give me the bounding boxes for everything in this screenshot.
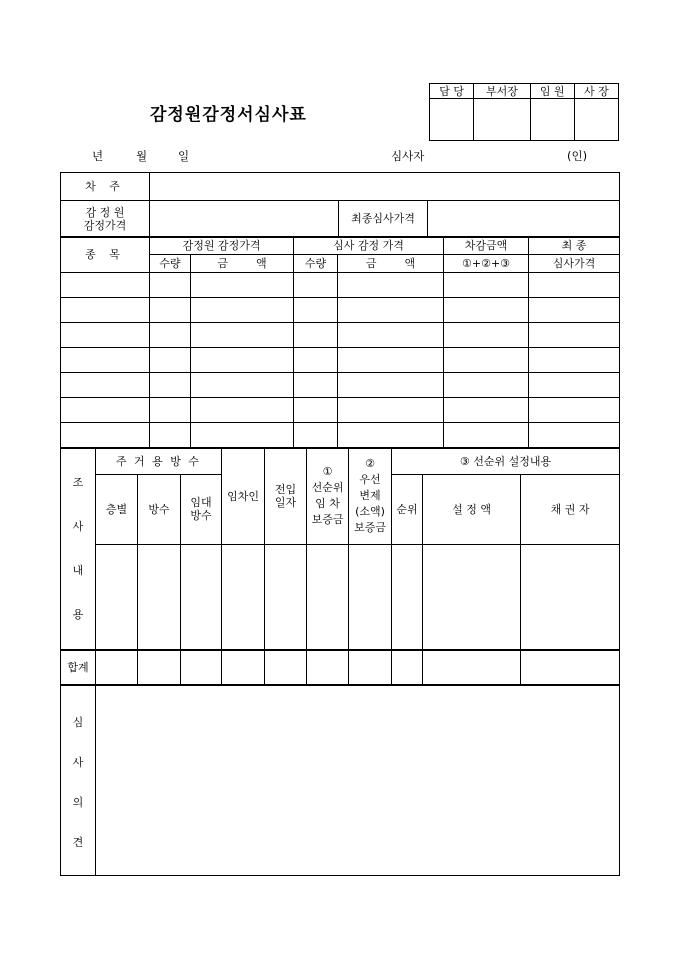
survey-cell[interactable] bbox=[423, 544, 521, 650]
opinion-char: 심 bbox=[72, 715, 84, 729]
item-cell[interactable] bbox=[61, 397, 150, 422]
priority-deposit-header bbox=[349, 448, 392, 544]
side-char: 용 bbox=[72, 608, 84, 621]
item-cell[interactable] bbox=[191, 297, 294, 322]
table-row bbox=[61, 422, 620, 447]
survey-cell[interactable] bbox=[96, 544, 138, 650]
header-table bbox=[60, 172, 620, 237]
survey-cell[interactable] bbox=[307, 544, 349, 650]
item-cell[interactable] bbox=[150, 322, 191, 347]
rooms-header: 방수 bbox=[138, 474, 181, 544]
table-row bbox=[61, 272, 620, 297]
rank-header: 순위 bbox=[392, 474, 423, 544]
item-cell[interactable] bbox=[529, 397, 620, 422]
approval-box bbox=[429, 83, 619, 141]
movein-date-header bbox=[265, 448, 307, 544]
approval-executive: 임 원 bbox=[530, 84, 574, 99]
item-cell[interactable] bbox=[150, 372, 191, 397]
item-cell[interactable] bbox=[294, 347, 338, 372]
item-cell[interactable] bbox=[150, 272, 191, 297]
table-row bbox=[61, 544, 620, 650]
survey-table bbox=[60, 447, 620, 685]
item-cell[interactable] bbox=[444, 322, 529, 347]
total-cell[interactable] bbox=[521, 650, 620, 684]
survey-cell[interactable] bbox=[138, 544, 181, 650]
total-cell[interactable] bbox=[96, 650, 138, 684]
approval-sign-cell[interactable] bbox=[474, 99, 530, 141]
appraisal-label bbox=[61, 201, 150, 237]
c2-line3: (소액) bbox=[355, 505, 385, 519]
lease-rooms-line1: 임대 bbox=[190, 496, 212, 509]
reviewer-label: 심사자 bbox=[391, 149, 425, 163]
type-header: 종 목 bbox=[61, 237, 150, 272]
final-header-1: 최 종 bbox=[529, 237, 620, 254]
opinion-table bbox=[60, 685, 620, 876]
item-cell[interactable] bbox=[529, 347, 620, 372]
borrower-label: 차 주 bbox=[61, 173, 150, 201]
item-cell[interactable] bbox=[338, 372, 444, 397]
item-cell[interactable] bbox=[444, 422, 529, 447]
review-amount-header bbox=[338, 254, 444, 272]
creditor-header: 채 권 자 bbox=[521, 474, 620, 544]
opinion-char: 의 bbox=[72, 795, 84, 809]
survey-side-label bbox=[61, 448, 96, 650]
table-row bbox=[61, 297, 620, 322]
approval-sign-cell[interactable] bbox=[430, 99, 474, 141]
survey-cell[interactable] bbox=[521, 544, 620, 650]
item-cell[interactable] bbox=[529, 372, 620, 397]
final-review-price-field[interactable] bbox=[428, 201, 620, 237]
diff-formula-header: ①+②+③ bbox=[444, 254, 529, 272]
item-cell[interactable] bbox=[61, 422, 150, 447]
seal-label: (인) bbox=[567, 149, 588, 163]
lease-rooms-line2: 방수 bbox=[190, 509, 212, 522]
total-cell[interactable] bbox=[392, 650, 423, 684]
c2-line1: 우선 bbox=[359, 473, 381, 487]
agency-qty-header: 수량 bbox=[150, 254, 191, 272]
total-row bbox=[61, 650, 620, 684]
total-label: 합계 bbox=[61, 650, 96, 684]
total-cell[interactable] bbox=[265, 650, 307, 684]
item-cell[interactable] bbox=[338, 347, 444, 372]
item-cell[interactable] bbox=[338, 422, 444, 447]
appraisal-label-line2: 감정가격 bbox=[83, 218, 127, 232]
residential-rooms-header: 주 거 용 방 수 bbox=[96, 448, 222, 474]
item-cell[interactable] bbox=[529, 272, 620, 297]
date-year: 년 bbox=[92, 149, 104, 163]
movein-line2: 일자 bbox=[274, 496, 297, 510]
item-cell[interactable] bbox=[294, 397, 338, 422]
approval-sign-cell[interactable] bbox=[530, 99, 574, 141]
table-row bbox=[61, 397, 620, 422]
set-amount-header: 설 정 액 bbox=[423, 474, 521, 544]
total-cell[interactable] bbox=[423, 650, 521, 684]
approval-staff: 담 당 bbox=[430, 84, 474, 99]
survey-cell[interactable] bbox=[181, 544, 222, 650]
table-row bbox=[61, 372, 620, 397]
table-row bbox=[61, 322, 620, 347]
amount-char-2: 액 bbox=[404, 256, 416, 270]
item-cell[interactable] bbox=[529, 297, 620, 322]
amount-char-1: 금 bbox=[365, 256, 377, 270]
item-cell[interactable] bbox=[338, 297, 444, 322]
agency-amount-header bbox=[191, 254, 294, 272]
item-cell[interactable] bbox=[191, 272, 294, 297]
items-table bbox=[60, 236, 620, 448]
side-char: 조 bbox=[72, 476, 84, 489]
opinion-char: 사 bbox=[72, 755, 84, 769]
item-cell[interactable] bbox=[294, 422, 338, 447]
total-cell[interactable] bbox=[138, 650, 181, 684]
item-cell[interactable] bbox=[150, 397, 191, 422]
c1-line1: 선순위 bbox=[311, 481, 344, 495]
survey-cell[interactable] bbox=[349, 544, 392, 650]
item-cell[interactable] bbox=[191, 397, 294, 422]
item-cell[interactable] bbox=[294, 297, 338, 322]
diff-amount-header: 차감금액 bbox=[444, 237, 529, 254]
item-cell[interactable] bbox=[191, 422, 294, 447]
total-cell[interactable] bbox=[349, 650, 392, 684]
opinion-label bbox=[61, 686, 96, 876]
item-cell[interactable] bbox=[150, 297, 191, 322]
item-cell[interactable] bbox=[294, 372, 338, 397]
item-cell[interactable] bbox=[150, 347, 191, 372]
item-cell[interactable] bbox=[529, 322, 620, 347]
borrower-field[interactable] bbox=[150, 173, 620, 201]
opinion-field[interactable] bbox=[96, 686, 620, 876]
item-cell[interactable] bbox=[444, 272, 529, 297]
survey-cell[interactable] bbox=[222, 544, 265, 650]
item-cell[interactable] bbox=[294, 272, 338, 297]
c2-line4: 보증금 bbox=[354, 521, 386, 535]
side-char: 사 bbox=[72, 520, 84, 533]
lease-rooms-header bbox=[181, 474, 222, 544]
item-cell[interactable] bbox=[444, 297, 529, 322]
item-cell[interactable] bbox=[61, 322, 150, 347]
floor-header: 층별 bbox=[96, 474, 138, 544]
item-cell[interactable] bbox=[338, 397, 444, 422]
item-cell[interactable] bbox=[294, 322, 338, 347]
opinion-char: 견 bbox=[72, 835, 84, 849]
c2-line2: 변제 bbox=[359, 489, 381, 503]
item-cell[interactable] bbox=[150, 422, 191, 447]
total-cell[interactable] bbox=[222, 650, 265, 684]
review-qty-header: 수량 bbox=[294, 254, 338, 272]
item-cell[interactable] bbox=[338, 322, 444, 347]
item-cell[interactable] bbox=[191, 347, 294, 372]
senior-settings-header: ③ 선순위 설정내용 bbox=[392, 448, 620, 474]
item-cell[interactable] bbox=[61, 347, 150, 372]
date-day: 일 bbox=[178, 149, 190, 163]
c1-line3: 보증금 bbox=[311, 513, 344, 527]
final-review-price-label: 최종심사가격 bbox=[339, 201, 428, 237]
amount-char-2: 액 bbox=[256, 256, 267, 270]
item-cell[interactable] bbox=[191, 322, 294, 347]
appraisal-label-line1: 감 정 원 bbox=[85, 205, 125, 219]
approval-sign-cell[interactable] bbox=[574, 99, 618, 141]
item-cell[interactable] bbox=[191, 372, 294, 397]
table-row bbox=[61, 347, 620, 372]
side-char: 내 bbox=[72, 564, 84, 577]
c2-mark: ② bbox=[365, 457, 375, 471]
agency-price-header: 감정원 감정가격 bbox=[150, 237, 294, 254]
approval-dept-head: 부서장 bbox=[474, 84, 530, 99]
review-price-header: 심사 감정 가격 bbox=[294, 237, 444, 254]
movein-line1: 전입 bbox=[274, 483, 297, 497]
item-cell[interactable] bbox=[444, 397, 529, 422]
item-cell[interactable] bbox=[444, 372, 529, 397]
item-cell[interactable] bbox=[61, 272, 150, 297]
senior-lease-deposit-header bbox=[307, 448, 349, 544]
survey-cell[interactable] bbox=[265, 544, 307, 650]
amount-char-1: 금 bbox=[217, 256, 229, 270]
survey-cell[interactable] bbox=[392, 544, 423, 650]
page-title: 감정원감정서심사표 bbox=[150, 105, 307, 125]
total-cell[interactable] bbox=[307, 650, 349, 684]
total-cell[interactable] bbox=[181, 650, 222, 684]
approval-president: 사 장 bbox=[574, 84, 618, 99]
appraisal-price-field[interactable] bbox=[150, 201, 339, 237]
item-cell[interactable] bbox=[529, 422, 620, 447]
item-cell[interactable] bbox=[61, 372, 150, 397]
item-cell[interactable] bbox=[61, 297, 150, 322]
item-cell[interactable] bbox=[338, 272, 444, 297]
c1-mark: ① bbox=[322, 465, 333, 479]
item-cell[interactable] bbox=[444, 347, 529, 372]
date-month: 월 bbox=[136, 149, 148, 163]
c1-line2: 임 차 bbox=[315, 497, 340, 511]
tenant-header: 임차인 bbox=[222, 448, 265, 544]
final-header-2: 심사가격 bbox=[529, 254, 620, 272]
